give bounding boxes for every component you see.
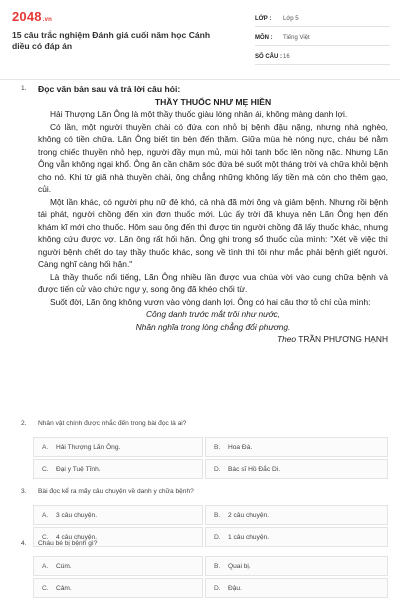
answer-option[interactable]	[33, 505, 203, 525]
answer-option[interactable]	[33, 578, 203, 598]
question-number: 4.	[21, 540, 27, 547]
meta-subject	[255, 31, 390, 46]
story-paragraph: Một lần khác, có người phụ nữ đẻ khó, cả nhà đã mời ông và giảm bệnh. Nhưng rồi bệnh tái phát, người chồng đến xin đơn thuốc mới. Lúc ấy trời đã khuya nên Lãn Ông hẹn đến khám kĩ mới cho thuốc. Hôm sau ông đến thì được tin người chồng đã lấy thuốc khác, nhưng không cứu được vợ. Lãn ông rất hối hận. Ông ghi trong sổ thuốc của mình: "Xét về việc thì người bệnh chết do tay thầy thuốc khác, song về tình thì tôi như mắc phải bệnh giết người. Càng nghĩ càng hối hận."	[38, 196, 388, 269]
document-title: 15 câu trắc nghiệm Đánh giá cuối năm học Cánh diều có đáp án	[12, 30, 211, 51]
answer-option[interactable]	[205, 578, 388, 598]
option-letter: A.	[42, 511, 49, 519]
logo-suffix: .vn	[42, 17, 53, 23]
option-text: Hải Thượng Lãn Ông.	[56, 443, 121, 451]
option-letter: D.	[214, 584, 221, 592]
meta-grade	[255, 12, 390, 27]
question-number: 3.	[21, 488, 27, 495]
question-number: 1.	[21, 85, 27, 92]
meta-key: SỐ CÂU :	[255, 54, 282, 60]
question-text: Nhân vật chính được nhắc đến trong bài đọc là ai?	[38, 420, 187, 427]
meta-question-count	[255, 50, 390, 65]
option-letter: C.	[42, 533, 49, 541]
author-label: Theo	[277, 334, 297, 344]
meta-key: LỚP :	[255, 16, 272, 22]
question-prompt: Đọc văn bản sau và trả lời câu hỏi:	[38, 84, 181, 94]
option-letter: D.	[214, 533, 221, 541]
question-number: 2.	[21, 420, 27, 427]
poem-line: Nhân nghĩa trong lòng chẳng đổi phương.	[135, 321, 291, 332]
document-meta	[255, 12, 390, 69]
answer-option[interactable]	[205, 459, 388, 479]
answer-option[interactable]	[33, 556, 203, 576]
option-text: 1 câu chuyện.	[228, 533, 270, 541]
option-letter: C.	[42, 584, 49, 592]
answer-option[interactable]	[33, 459, 203, 479]
answer-option[interactable]	[33, 437, 203, 457]
option-text: 4 câu chuyện.	[56, 533, 98, 541]
option-letter: C.	[42, 465, 49, 473]
author-name: TRẦN PHƯƠNG HẠNH	[298, 334, 388, 344]
option-text: Bác sĩ Hồ Đắc Di.	[228, 465, 281, 473]
answer-option[interactable]	[205, 437, 388, 457]
answer-option[interactable]	[205, 527, 388, 547]
meta-value: 16	[283, 54, 290, 60]
story-paragraph: Là thầy thuốc nổi tiếng, Lãn Ông nhiều lần được vua chúa vời vào cung chữa bệnh và được tiến cử vào chức ngự y, song ông đã khéo chối từ.	[38, 271, 388, 294]
poem-line: Công danh trước mắt trôi như nước,	[145, 309, 281, 319]
logo-text: 2048	[12, 9, 42, 24]
meta-value: Lớp 5	[283, 16, 299, 22]
story-paragraph: Hải Thượng Lãn Ông là một thầy thuốc giàu lòng nhân ái, không màng danh lợi.	[50, 109, 348, 119]
option-text: Hoa Đà.	[228, 443, 253, 451]
story-paragraph: Có lần, một người thuyền chài có đứa con nhỏ bị bệnh đậu nặng, nhưng nhà nghèo, không có tiền chữa. Lãn Ông biết tin bèn đến thăm. Giữa mùa hè nóng nực, cháu bé nằm trong chiếc thuyền nhỏ hẹp, người đầy mụn mủ, mùi hôi tanh bốc lên nồng nặc. Nhưng Lãn Ông vẫn không ngại khổ. Ông ân cần chăm sóc đứa bé suốt một tháng trời và chữa khỏi bệnh cho nó. Khi từ giã nhà thuyền chài, ông chẳng những không lấy tiền mà còn cho thêm gạo, củi.	[38, 121, 388, 194]
question-text: Cháu bé bị bệnh gì?	[38, 540, 98, 547]
site-logo[interactable]	[12, 9, 52, 24]
answer-option[interactable]	[205, 505, 388, 525]
option-text: Quai bị.	[228, 562, 251, 570]
question-text: Bài đọc kể ra mấy câu chuyện về danh y chữa bệnh?	[38, 488, 194, 495]
option-text: 2 câu chuyện.	[228, 511, 270, 519]
option-letter: A.	[42, 562, 49, 570]
option-letter: D.	[214, 465, 221, 473]
option-letter: B.	[214, 511, 221, 519]
option-letter: B.	[214, 443, 221, 451]
option-text: 3 câu chuyện.	[56, 511, 98, 519]
option-letter: A.	[42, 443, 49, 451]
option-text: Đậu.	[228, 584, 242, 592]
answer-option[interactable]	[205, 556, 388, 576]
option-letter: B.	[214, 562, 221, 570]
page-header	[0, 0, 400, 80]
option-text: Đại y Tuệ Tĩnh.	[56, 465, 101, 473]
meta-key: MÔN :	[255, 35, 273, 41]
meta-value: Tiếng Việt	[283, 35, 310, 41]
story-paragraph: Suốt đời, Lãn ông không vươn vào vòng danh lợi. Ông có hai câu thơ tỏ chí của mình:	[50, 296, 371, 307]
story-title: THẦY THUỐC NHƯ MẸ HIỀN	[154, 96, 272, 107]
story-author	[38, 333, 388, 346]
reading-passage	[38, 83, 388, 346]
option-text: Cảm.	[56, 584, 72, 592]
option-text: Cúm.	[56, 562, 72, 570]
header-divider	[0, 79, 400, 80]
